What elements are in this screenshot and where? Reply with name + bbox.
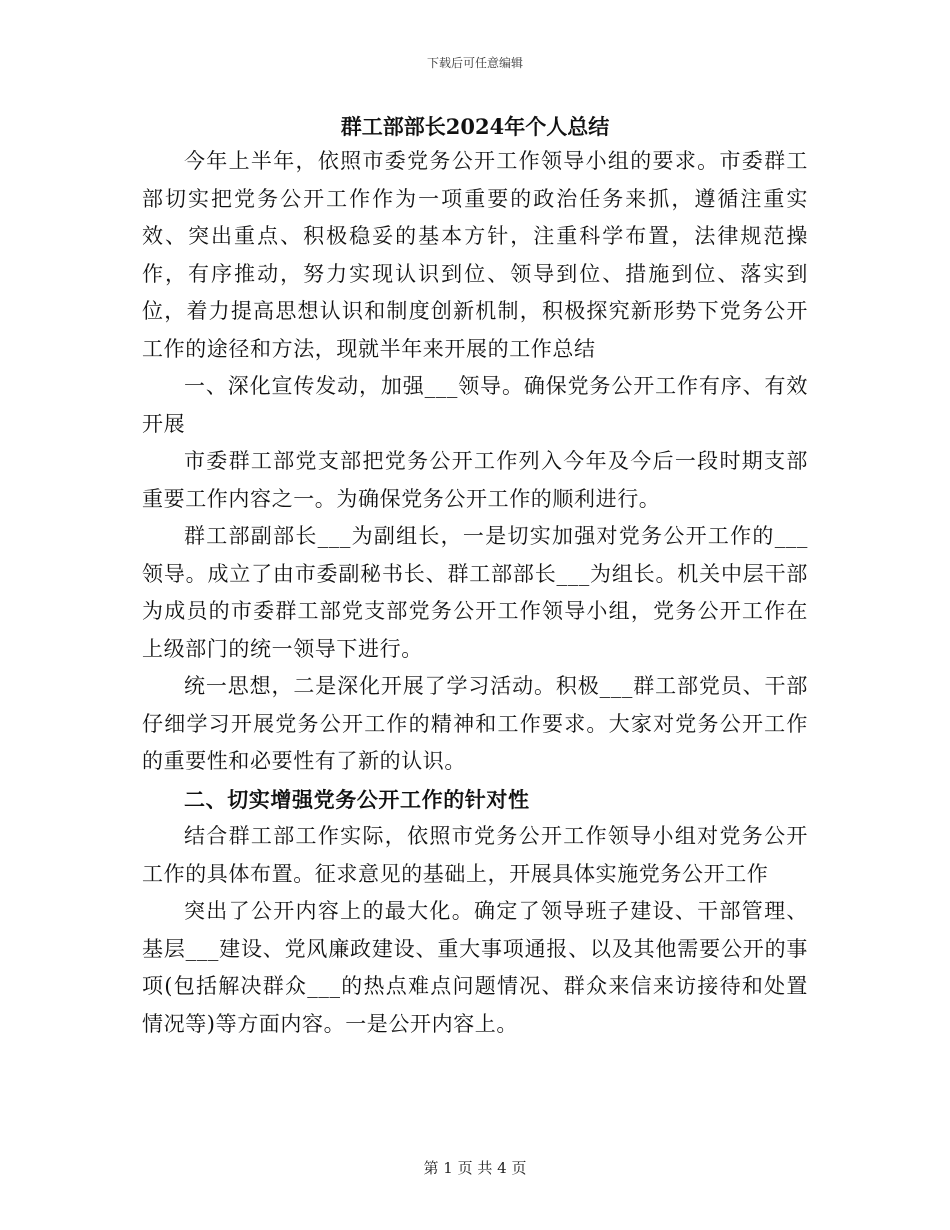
page-header-note: 下载后可任意编辑 bbox=[426, 56, 523, 70]
document-body bbox=[142, 143, 808, 1043]
paragraph: 结合群工部工作实际，依照市党务公开工作领导小组对党务公开工作的具体布置。征求意见的基础上，开展具体实施党务公开工作 bbox=[142, 824, 808, 886]
paragraph: 突出了公开内容上的最大化。确定了领导班子建设、干部管理、基层___建设、党风廉政建设、重大事项通报、以及其他需要公开的事项(包括解决群众___的热点难点问题情况、群众来信来访接待和处置情况等)等方面内容。一是公开内容上。 bbox=[142, 899, 808, 1036]
page-footer-page-number: 第 1 页 共 4 页 bbox=[423, 1159, 527, 1177]
document-title: 群工部部长2024年个人总结 bbox=[340, 114, 610, 139]
paragraph: 统一思想，二是深化开展了学习活动。积极___群工部党员、干部仔细学习开展党务公开工作的精神和工作要求。大家对党务公开工作的重要性和必要性有了新的认识。 bbox=[142, 674, 808, 773]
paragraph: 群工部副部长___为副组长，一是切实加强对党务公开工作的___领导。成立了由市委副秘书长、群工部部长___为组长。机关中层干部为成员的市委群工部党支部党务公开工作领导小组，党务公开工作在上级部门的统一领导下进行。 bbox=[142, 524, 808, 661]
paragraph-intro: 今年上半年，依照市委党务公开工作领导小组的要求。市委群工部切实把党务公开工作作为一项重要的政治任务来抓，遵循注重实效、突出重点、积极稳妥的基本方针，注重科学布置，法律规范操作，有序推动，努力实现认识到位、领导到位、措施到位、落实到位，着力提高思想认识和制度创新机制，积极探究新形势下党务公开工作的途径和方法，现就半年来开展的工作总结 bbox=[142, 149, 808, 361]
paragraph-section-1-heading: 一、深化宣传发动，加强___领导。确保党务公开工作有序、有效开展 bbox=[142, 374, 808, 436]
paragraph: 市委群工部党支部把党务公开工作列入今年及今后一段时期支部重要工作内容之一。为确保党务公开工作的顺利进行。 bbox=[142, 449, 808, 511]
section-heading-2: 二、切实增强党务公开工作的针对性 bbox=[184, 786, 530, 812]
